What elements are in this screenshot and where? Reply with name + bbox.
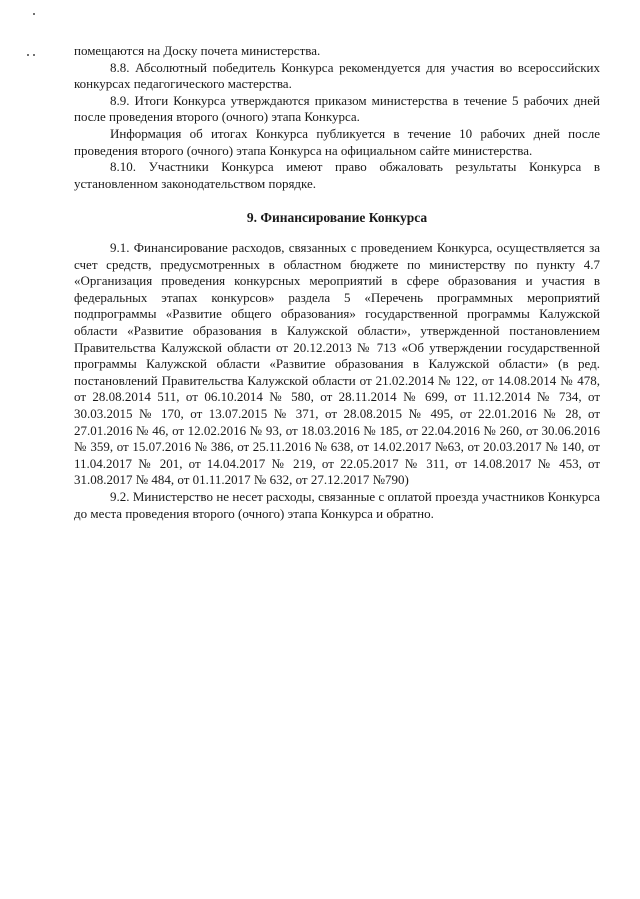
paragraph-8-9: 8.9. Итоги Конкурса утверждаются приказом министерства в течение 5 рабочих дней после проведения второго (очного) этапа Конкурса.: [74, 92, 600, 125]
paragraph-8-8: 8.8. Абсолютный победитель Конкурса рекомендуется для участия во всероссийских конкурсах педагогического мастерства.: [74, 59, 600, 92]
section-8-text: [74, 43, 600, 192]
paragraph-8-7-continuation: помещаются на Доску почета министерства.: [74, 43, 321, 58]
section-9-heading: 9. Финансирование Конкурса: [246, 210, 428, 225]
scan-speck: [33, 13, 35, 15]
paragraph-results-info: Информация об итогах Конкурса публикуется в течение 10 рабочих дней после проведения второго (очного) этапа Конкурса на официальном сайте министерства.: [74, 125, 600, 158]
paragraph-9-2: 9.2. Министерство не несет расходы, связанные с оплатой проезда участников Конкурса до места проведения второго (очного) этапа Конкурса и обратно.: [74, 488, 600, 521]
paragraph-9-1: 9.1. Финансирование расходов, связанных с проведением Конкурса, осуществляется за счет средств, предусмотренных в областном бюджете по министерству по пункту 4.7 «Организация проведения конкурсных мероприятий в сфере образования и участия в федеральных этапах конкурсов» раздела 5 «Перечень программных мероприятий подпрограммы «Развитие общего образования» государственной программы Калужской области «Развитие образования в Калужской области», утвержденной постановлением Правительства Калужской области от 20.12.2013 № 713 «Об утверждении государственной программы Калужской области «Развитие образования в Калужской области» (в ред. постановлений Правительства Калужской области от 21.02.2014 № 122, от 14.08.2014 № 478, от 28.08.2014 511, от 06.10.2014 № 580, от 28.11.2014 № 699, от 11.12.2014 № 734, от 30.03.2015 № 170, от 13.07.2015 № 371, от 28.08.2015 № 495, от 22.01.2016 № 28, от 27.01.2016 № 46, от 12.02.2016 № 93, от 18.03.2016 № 185, от 22.04.2016 № 260, от 30.06.2016 № 359, от 15.07.2016 № 386, от 25.11.2016 № 638, от 14.02.2017 №63, от 20.03.2017 № 140, от 11.04.2017 № 201, от 14.04.2017 № 219, от 22.05.2017 № 311, от 14.08.2017 № 453, от 31.08.2017 № 484, от 01.11.2017 № 632, от 27.12.2017 №790): [74, 240, 600, 488]
paragraph-8-10: 8.10. Участники Конкурса имеют право обжаловать результаты Конкурса в установленном законодательством порядке.: [74, 159, 600, 191]
scan-speck: [33, 54, 35, 56]
scan-speck: [27, 54, 29, 56]
section-9-text: [74, 240, 600, 522]
